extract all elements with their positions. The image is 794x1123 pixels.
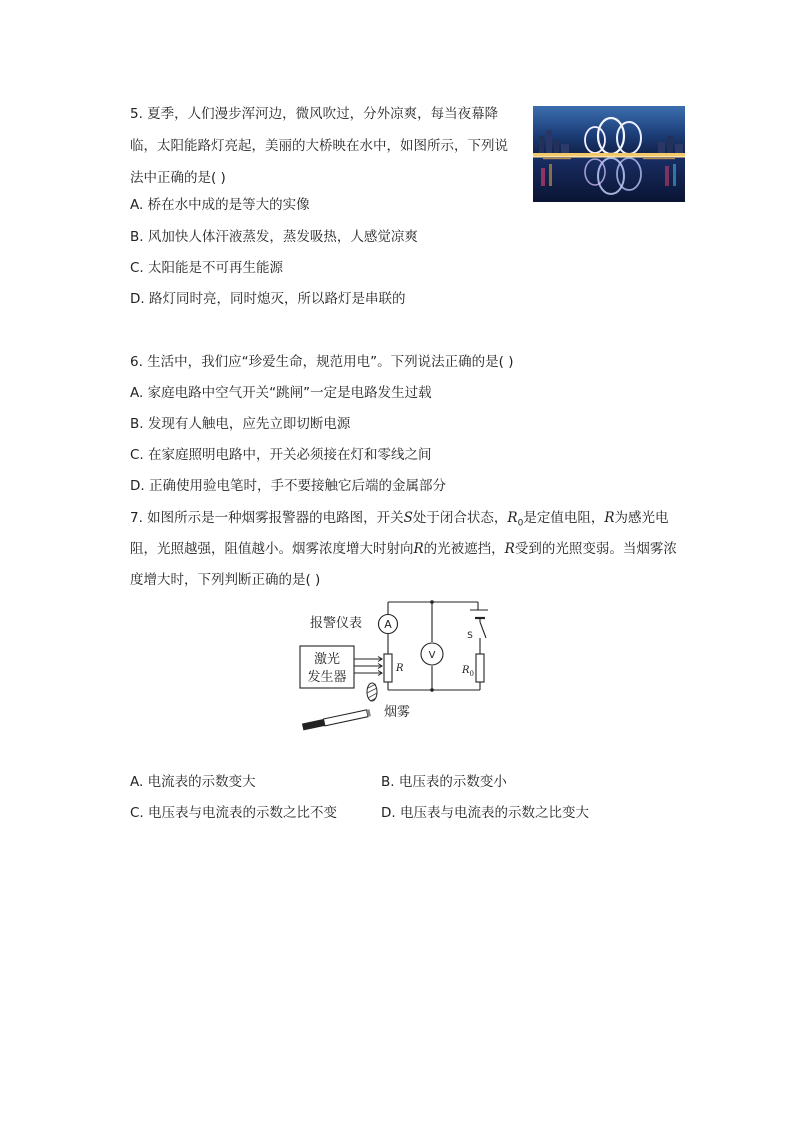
q7-option-a: A. 电流表的示数变大 (130, 774, 256, 790)
voltmeter-label: V (428, 650, 436, 661)
q5-option-a: A. 桥在水中成的是等大的实像 (130, 197, 310, 213)
circuit-graphic (296, 596, 506, 732)
q7-var-r: R (413, 541, 424, 557)
switch-label: S (467, 631, 473, 641)
q7-text: 阻，光照越强，阻值越小。烟雾浓度增大时射向 (130, 541, 414, 557)
switch-symbol (480, 622, 486, 638)
q5-option-b: B. 风加快人体汗液蒸发，蒸发吸热，人感觉凉爽 (130, 229, 418, 245)
resistor-r0-label: $R_0$ (462, 665, 474, 678)
q6-option-b: B. 发现有人触电，应先立即切断电源 (130, 416, 351, 432)
q7-option-d: D. 电压表与电流表的示数之比变大 (381, 805, 589, 821)
q7-var-r0: R (507, 510, 518, 526)
smoke-label: 烟雾 (384, 705, 411, 720)
alarm-meter-label: 报警仪表 (310, 616, 363, 631)
q6-option-a: A. 家庭电路中空气开关“跳闸”一定是电路发生过载 (130, 385, 432, 401)
laser-beam-arrows (354, 657, 382, 676)
q6-option-c: C. 在家庭照明电路中，开关必须接在灯和零线之间 (130, 447, 432, 463)
cigarette-icon (302, 709, 371, 730)
q7-subscript-0: 0 (517, 518, 524, 529)
q7-text: 是定值电阻， (523, 510, 605, 526)
resistor-r0-symbol (476, 654, 484, 682)
ammeter-label: A (384, 618, 392, 631)
resistor-r-symbol (384, 654, 392, 682)
q7-var-s: S (403, 510, 413, 526)
question-6-stem: 6. 生活中，我们应“珍爱生命，规范用电”。下列说法正确的是( ) (130, 354, 514, 370)
laser-generator-label-line-2: 发生器 (307, 670, 347, 685)
q7-text: 为感光电 (614, 510, 669, 526)
q6-option-d: D. 正确使用验电笔时，手不要接触它后端的金属部分 (130, 478, 446, 494)
resistor-r-label: R (396, 663, 404, 674)
q7-text: 7. 如图所示是一种烟雾报警器的电路图，开关 (130, 510, 404, 526)
q7-var-r: R (604, 510, 615, 526)
smoke-alarm-circuit-diagram (296, 596, 506, 732)
q7-option-c: C. 电压表与电流表的示数之比不变 (130, 805, 338, 821)
q7-var-r: R (504, 541, 515, 557)
q7-option-b: B. 电压表的示数变小 (381, 774, 507, 790)
q7-text: 处于闭合状态， (412, 510, 508, 526)
question-7-stem-line-2 (130, 539, 677, 559)
question-7-stem-line-3: 度增大时，下列判断正确的是( ) (130, 572, 321, 588)
question-7-stem-line-1 (130, 508, 669, 534)
q7-text: 受到的光照变弱。当烟雾浓 (514, 541, 677, 557)
q5-option-c: C. 太阳能是不可再生能源 (130, 260, 284, 276)
bridge-photo-graphic (533, 106, 685, 202)
junction-dot (430, 600, 434, 604)
bridge-night-photo (533, 106, 685, 202)
laser-generator-label-line-1: 激光 (313, 652, 341, 667)
junction-dot (430, 688, 434, 692)
q5-option-d: D. 路灯同时亮，同时熄灭，所以路灯是串联的 (130, 291, 406, 307)
q7-text: 的光被遮挡， (423, 541, 505, 557)
question-5-stem: 5. 夏季，人们漫步浑河边，微风吹过，分外凉爽，每当夜幕降临，太阳能路灯亮起，美丽的大桥映在水中，如图所示，下列说法中正确的是( ) (130, 106, 508, 186)
